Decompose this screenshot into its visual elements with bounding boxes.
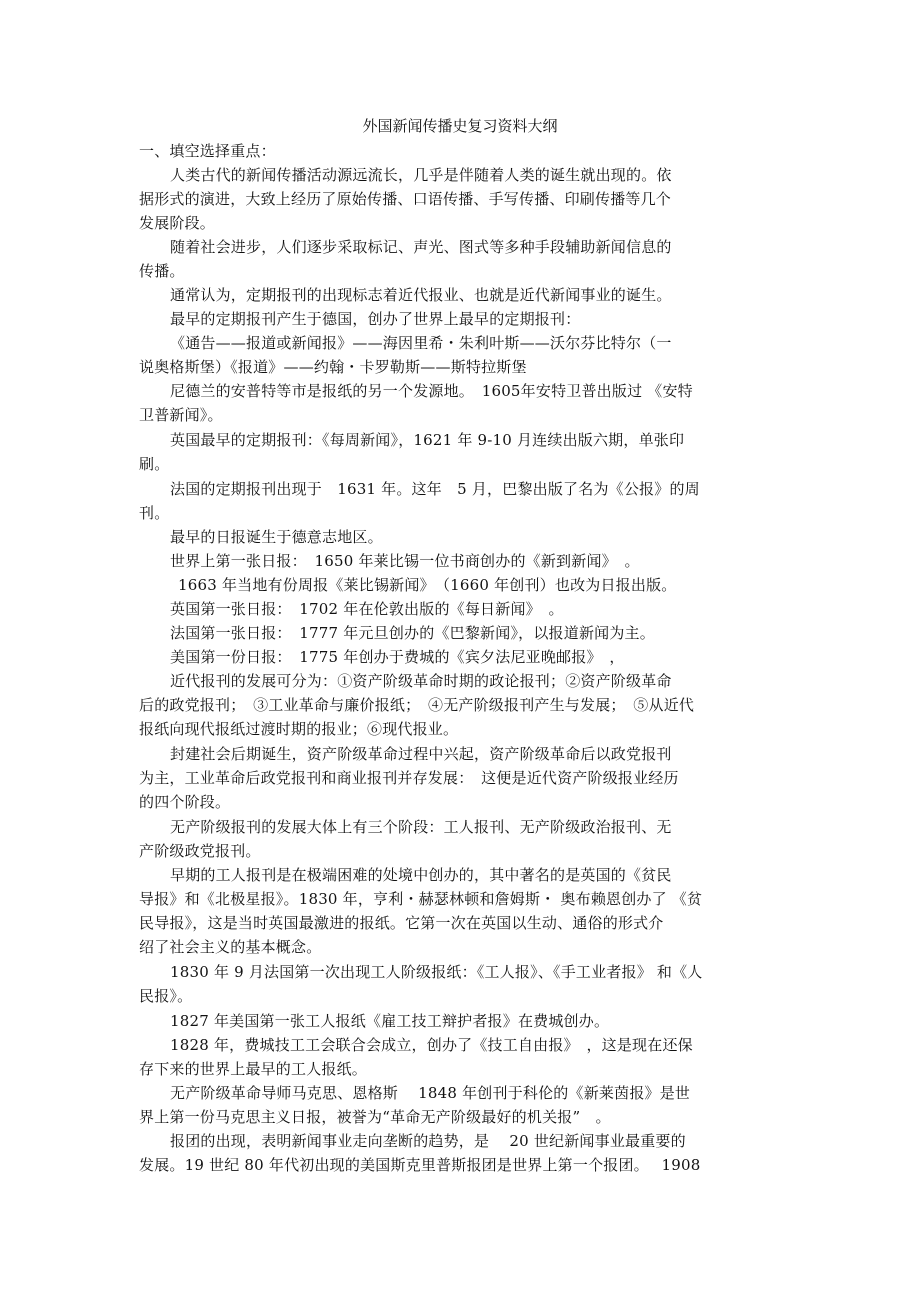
text-line: 导报》和《北极星报》。1830 年，亨利・赫瑟林顿和詹姆斯・ 奥布赖恩创办了 《贫 xyxy=(139,890,703,908)
text-line: 英国第一张日报： 1702 年在伦敦出版的《每日新闻》 。 xyxy=(170,600,564,618)
text-line: 法国的定期报刊出现于 1631 年。这年 5 月，巴黎出版了名为《公报》的周 xyxy=(170,480,700,498)
text-line: 1827 年美国第一张工人报纸《雇工技工辩护者报》在费城创办。 xyxy=(170,1012,610,1030)
text-line: 刊。 xyxy=(139,504,170,522)
text-line: 刷。 xyxy=(139,455,170,473)
text-line: 近代报刊的发展可分为：①资产阶级革命时期的政论报刊；②资产阶级革命 xyxy=(170,672,672,690)
text-line: 为主，工业革命后政党报刊和商业报刊并存发展： 这便是近代资产阶级报业经历 xyxy=(139,769,679,787)
text-line: 尼德兰的安普特等市是报纸的另一个发源地。 1605年安特卫普出版过 《安特 xyxy=(170,382,693,400)
text-line: 封建社会后期诞生，资产阶级革命过程中兴起，资产阶级革命后以政党报刊 xyxy=(170,745,672,763)
text-line: 存下来的世界上最早的工人报纸。 xyxy=(139,1060,368,1078)
document-title: 外国新闻传播史复习资料大纲 xyxy=(362,117,558,135)
text-line: 民报》。 xyxy=(139,987,193,1005)
text-line: 的四个阶段。 xyxy=(139,793,231,811)
text-line: 发展。19 世纪 80 年代初出现的美国斯克里普斯报团是世界上第一个报团。 1908 xyxy=(139,1156,701,1174)
text-line: 法国第一张日报： 1777 年元旦创办的《巴黎新闻》，以报道新闻为主。 xyxy=(170,624,655,642)
text-line: 报纸向现代报纸过渡时期的报业；⑥现代报业。 xyxy=(139,720,459,738)
text-line: 说奥格斯堡）《报道》——约翰・卡罗勒斯——斯特拉斯堡 xyxy=(139,358,527,376)
text-line: 英国最早的定期报刊：《每周新闻》，1621 年 9-10 月连续出版六期，单张印 xyxy=(170,431,685,449)
text-line: 绍了社会主义的基本概念。 xyxy=(139,938,322,956)
text-line: 通常认为，定期报刊的出现标志着近代报业、也就是近代新闻事业的诞生。 xyxy=(170,286,672,304)
text-line: 报团的出现，表明新闻事业走向垄断的趋势，是 20 世纪新闻事业最重要的 xyxy=(170,1132,686,1150)
text-line: 美国第一份日报： 1775 年创办于费城的《宾夕法尼亚晚邮报》 ， xyxy=(170,648,625,666)
text-line: 产阶级政党报刊。 xyxy=(139,842,261,860)
text-line: 最早的日报诞生于德意志地区。 xyxy=(170,528,383,546)
text-line: 1663 年当地有份周报《莱比锡新闻》 （1660 年创刊）也改为日报出版。 xyxy=(178,576,677,594)
text-line: 1830 年 9 月法国第一次出现工人阶级报纸：《工人报》、《手工业者报》 和《人 xyxy=(170,963,703,981)
text-line: 随着社会进步，人们逐步采取标记、声光、图式等多种手段辅助新闻信息的 xyxy=(170,238,672,256)
section-heading: 一、填空选择重点： xyxy=(139,142,276,160)
text-line: 据形式的演进，大致上经历了原始传播、口语传播、手写传播、印刷传播等几个 xyxy=(139,190,672,208)
text-line: 卫普新闻》。 xyxy=(139,406,223,424)
text-line: 人类古代的新闻传播活动源远流长，几乎是伴随着人类的诞生就出现的。依 xyxy=(170,166,672,184)
text-line: 传播。 xyxy=(139,262,185,280)
text-line: 最早的定期报刊产生于德国，创办了世界上最早的定期报刊： xyxy=(170,310,581,328)
text-line: 1828 年，费城技工工会联合会成立，创办了《技工自由报》 ，这是现在还保 xyxy=(170,1036,693,1054)
text-line: 早期的工人报刊是在极端困难的处境中创办的，其中著名的是英国的《贫民 xyxy=(170,866,672,884)
text-line: 界上第一份马克思主义日报，被誉为“革命无产阶级最好的机关报” 。 xyxy=(139,1108,611,1126)
text-line: 《通告——报道或新闻报》——海因里希・朱利叶斯——沃尔芬比特尔（一 xyxy=(170,334,672,352)
text-line: 世界上第一张日报： 1650 年莱比锡一位书商创办的《新到新闻》 。 xyxy=(170,552,640,570)
text-line: 发展阶段。 xyxy=(139,214,216,232)
text-line: 后的政党报刊； ③工业革命与廉价报纸； ④无产阶级报刊产生与发展； ⑤从近代 xyxy=(139,696,695,714)
text-line: 民导报》，这是当时英国最激进的报纸。它第一次在英国以生动、通俗的形式介 xyxy=(139,914,664,932)
text-line: 无产阶级报刊的发展大体上有三个阶段：工人报刊、无产阶级政治报刊、无 xyxy=(170,818,672,836)
text-line: 无产阶级革命导师马克思、恩格斯 1848 年创刊于科伦的《新莱茵报》是世 xyxy=(170,1084,691,1102)
